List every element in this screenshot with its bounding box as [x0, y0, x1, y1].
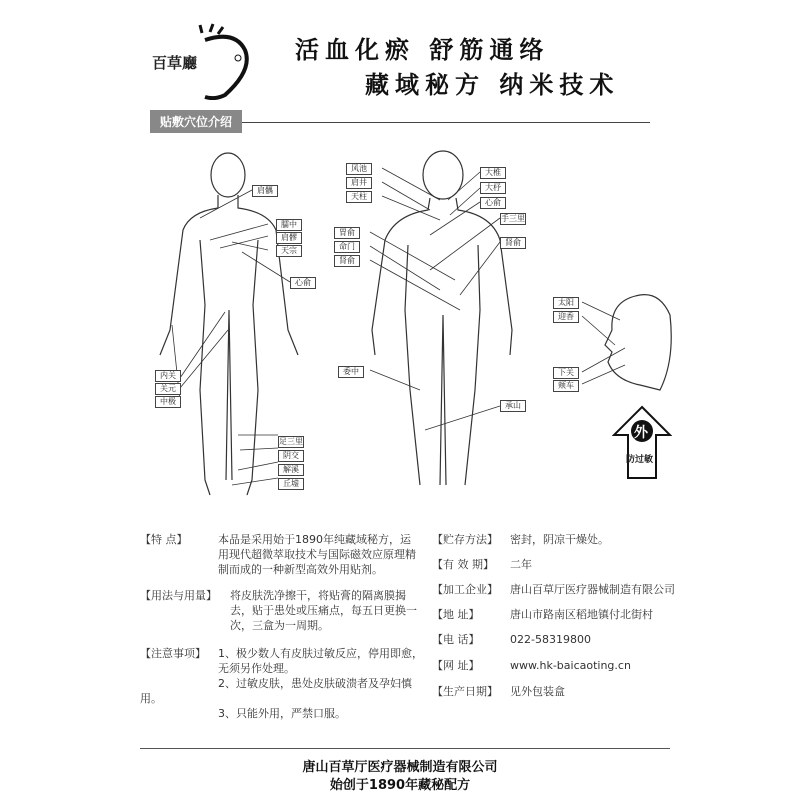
info-address: 【地 址】 唐山市路南区稻地镇付北街村: [432, 608, 653, 621]
label-front: 中极: [155, 396, 181, 408]
label-back: 风池: [346, 163, 372, 175]
label-front: 肩髃: [252, 185, 278, 197]
label-back: 肾俞: [500, 237, 526, 249]
label-front: 关元: [155, 383, 181, 395]
label-front: 天宗: [276, 245, 302, 257]
brand-name: 百草廳: [152, 54, 198, 72]
label-back: 命门: [334, 241, 360, 253]
label-front: 丘墟: [278, 478, 304, 490]
badge-text: 防过敏: [626, 455, 654, 465]
info-phone: 【电 话】 022-58319800: [432, 633, 591, 646]
label-front: 足三里: [279, 437, 303, 446]
info-manufacturer: 【加工企业】 唐山百草厅医疗器械制造有限公司: [432, 583, 675, 596]
label-back: 大杼: [480, 182, 506, 194]
label-back: 天柱: [346, 191, 372, 203]
info-caution: 【注意事项】 1、极少数人有皮肤过敏反应，停用即愈， 无须另作处理。 2、过敏皮肤，患处皮肤破溃者及孕妇慎用。 3、只能外用，严禁口服。: [140, 647, 423, 720]
section-title: 贴敷穴位介绍: [150, 110, 242, 133]
footer-divider: [140, 748, 670, 749]
slogan-line-2: 藏域秘方 纳米技术: [365, 70, 620, 99]
info-feature: 【特 点】 本品是采用始于1890年纯藏域秘方，运 用现代超微萃取技术与国际磁效应原理精 制而成的一种新型高效外用贴剂。: [140, 533, 416, 576]
info-usage: 【用法与用量】 将皮肤洗净擦干，将贴膏的隔离膜揭 去，贴于患处或压痛点，每五日更换一 次，三盒为一周期。: [140, 589, 417, 632]
label-face: 颊车: [553, 380, 579, 392]
label-face: 迎香: [553, 311, 579, 323]
info-website: 【网 址】 www.hk-baicaoting.cn: [432, 659, 631, 672]
info-key: 【注意事项】: [140, 647, 206, 660]
slogan-line-1: 活血化瘀 舒筋通络: [295, 35, 550, 64]
label-back: 肩井: [346, 177, 372, 189]
label-back: 心俞: [480, 197, 506, 209]
acupoint-diagram: [0, 130, 800, 510]
label-face: 太阳: [553, 297, 579, 309]
info-storage: 【贮存方法】 密封，阴凉干燥处。: [432, 533, 609, 546]
label-back: 委中: [338, 366, 364, 378]
anti-allergy-badge: [612, 405, 672, 480]
label-back: 承山: [500, 400, 526, 412]
info-key: 【用法与用量】: [140, 589, 217, 602]
label-front: 内关: [155, 370, 181, 382]
label-front: 臑中: [276, 219, 302, 231]
label-front: 肩髎: [276, 232, 302, 244]
label-front: 阴交: [278, 450, 304, 462]
info-production-date: 【生产日期】 见外包装盒: [432, 685, 565, 698]
footer-since: 始创于1890年藏秘配方: [329, 778, 471, 793]
label-front: 心俞: [290, 277, 316, 289]
label-back: 肾俞: [334, 255, 360, 267]
info-shelf-life: 【有 效 期】 二年: [432, 558, 532, 571]
info-key: 【特 点】: [140, 533, 188, 546]
footer-company: 唐山百草厅医疗器械制造有限公司: [302, 760, 498, 775]
badge-char: 外: [634, 425, 648, 441]
label-front: 解溪: [278, 464, 304, 476]
label-face: 下关: [553, 367, 579, 379]
label-back: 胃俞: [334, 227, 360, 239]
arrow-badge-icon: [612, 405, 672, 480]
label-back: 手三里: [501, 214, 525, 223]
label-back: 大椎: [480, 167, 506, 179]
